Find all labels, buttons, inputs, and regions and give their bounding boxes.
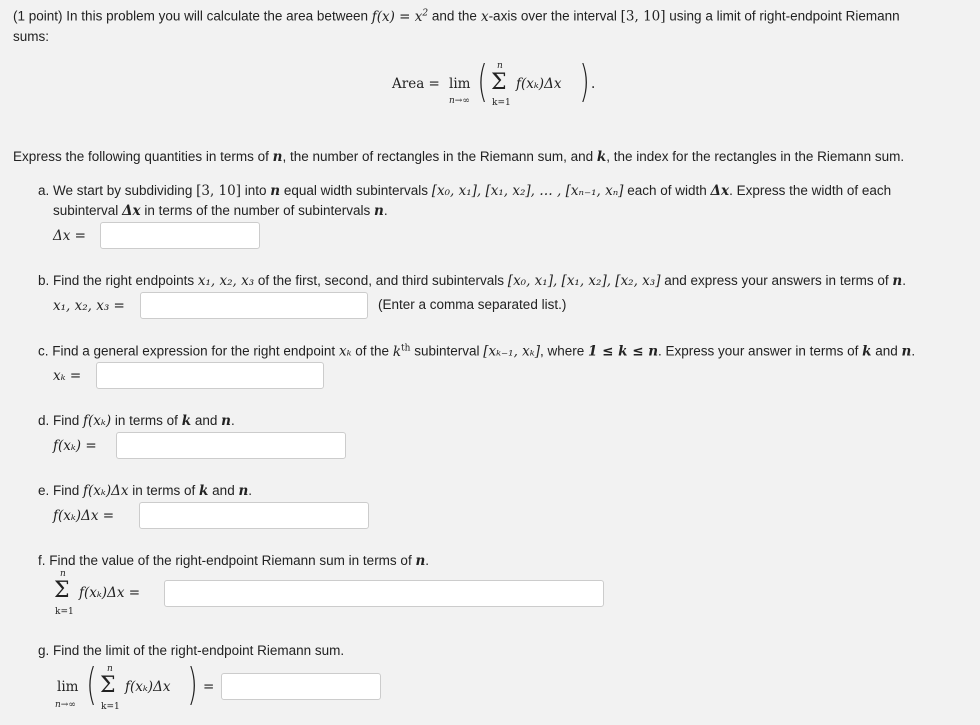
sum-upper: n [497,61,503,71]
part-g-sum-lower: k=1 [101,702,120,712]
part-g-right-paren: ) [187,659,198,710]
part-f-sum-lower: k=1 [55,607,74,617]
part-f-answer-input[interactable] [164,580,604,607]
part-g-answer-input[interactable] [221,673,381,700]
part-d-answer-input[interactable] [116,432,346,459]
part-d-text: d. Find f(xₖ) in terms of k and n. [38,413,235,429]
sigma-symbol: Σ [491,70,507,95]
part-b-answer-label: x₁, x₂, x₃ = [53,298,125,314]
sum-term: f(xₖ)Δx [516,76,562,92]
intro-text-c: -axis over the interval [488,8,617,24]
x-variable: x [480,8,489,25]
function-expression: $f(x) = x^2$ [371,8,429,25]
part-b-answer-input[interactable] [140,292,368,319]
part-a-answer-label: Δx = [53,228,86,244]
intro-text-d: using a limit of right-endpoint Riemann [669,8,900,24]
right-paren: ) [579,56,590,107]
sum-lower: k=1 [492,98,511,108]
interval: [3, 10] [620,8,666,25]
part-b-text: b. Find the right endpoints x₁, x₂, x₃ of the first, second, and third subintervals [x₀, x₁], [x₁, x₂], [x₂, x₃] and express your answers in terms of n. [38,273,906,289]
part-g-term: f(xₖ)Δx [125,679,171,695]
part-a-answer-input[interactable] [100,222,260,249]
intro-text-b: and the [431,8,477,24]
part-c-text: c. Find a general expression for the right endpoint xₖ of the $k^{th}$ subinterval [xₖ₋₁, xₖ], where 1 ≤ k ≤ n. Express your answer in terms of k and n. [38,343,916,360]
part-c-answer-input[interactable] [96,362,324,389]
part-g-lim: lim [57,679,79,695]
part-g-sum-upper: n [107,664,113,674]
left-paren: ( [477,56,488,107]
part-g-sigma: Σ [100,673,116,698]
part-f-term: f(xₖ)Δx = [79,585,141,601]
lim-subscript: n→∞ [449,96,470,106]
instructions-line: Express the following quantities in terms of n, the number of rectangles in the Riemann sum, and k, the index for the rectangles in the Riemann sum. [13,149,905,165]
part-a-text-line1: a. We start by subdividing [3, 10] into n equal width subintervals [x₀, x₁], [x₁, x₂], … , [xₙ₋₁, xₙ] each of width Δx. Express the width of each [38,183,892,199]
lim-label: lim [449,76,471,92]
part-d-answer-label: f(xₖ) = [53,438,97,454]
formula-period: . [591,76,596,92]
part-c-answer-label: xₖ = [53,368,82,384]
part-e-answer-label: f(xₖ)Δx = [53,508,115,524]
part-f-sigma: Σ [54,578,70,603]
part-g-equals: = [203,679,215,695]
intro-line-2 [13,29,49,44]
part-g-left-paren: ( [86,659,97,710]
part-f-sum-upper: n [60,569,66,579]
intro-text-a: In this problem you will calculate the area between [66,8,368,24]
part-e-answer-input[interactable] [139,502,369,529]
intro-line-1 [13,8,900,25]
part-g-lim-subscript: n→∞ [55,700,76,710]
part-a-text-line2: subinterval Δx in terms of the number of subintervals n. [53,203,388,219]
area-label: Area = [392,76,440,92]
points-label: (1 point) [13,8,63,24]
part-b-hint: (Enter a comma separated list.) [378,297,567,312]
part-f-text: f. Find the value of the right-endpoint Riemann sum in terms of n. [38,553,430,569]
part-g-text: g. Find the limit of the right-endpoint Riemann sum. [38,643,345,658]
part-e-text: e. Find f(xₖ)Δx in terms of k and n. [38,483,253,499]
intro-text-e: sums: [13,29,50,44]
